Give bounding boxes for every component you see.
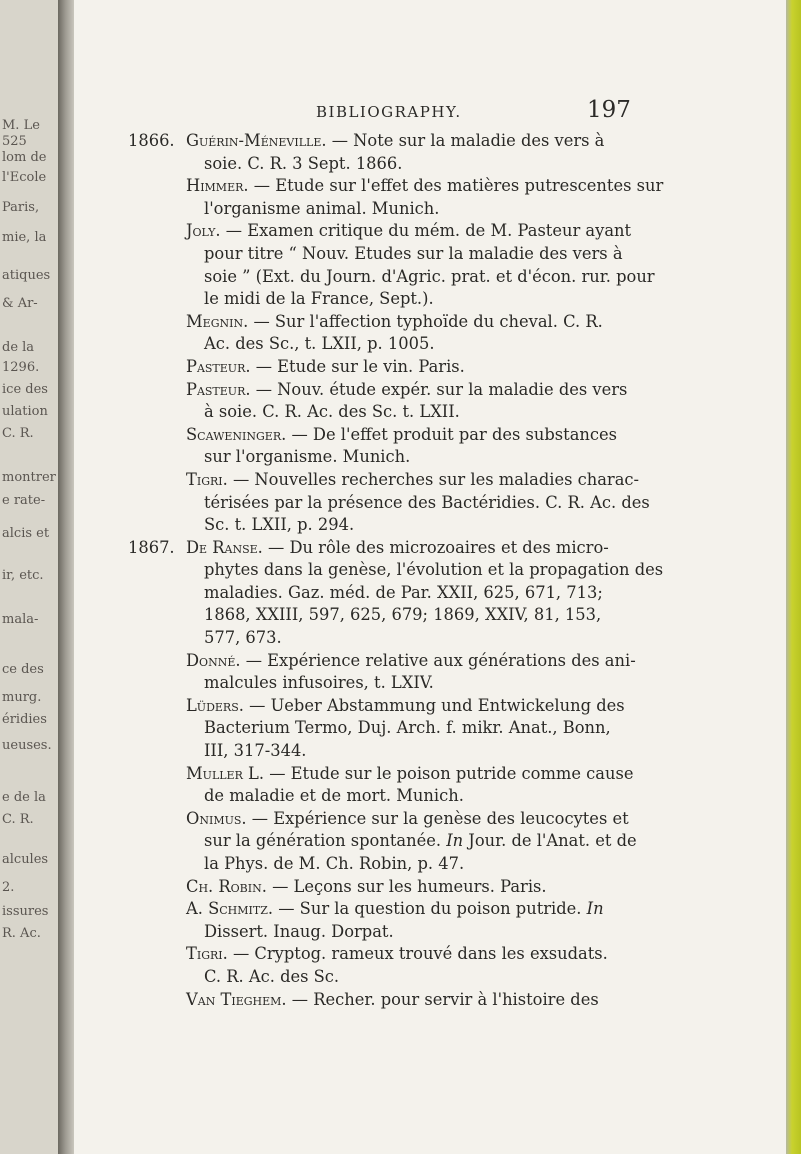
running-title: BIBLIOGRAPHY. bbox=[316, 103, 462, 121]
entry-line bbox=[186, 559, 706, 582]
entry-author: Van Tieghem. bbox=[186, 989, 287, 1009]
facing-page-fragment: & Ar- bbox=[2, 296, 38, 311]
entry-line bbox=[186, 333, 706, 356]
adjacent-page-margin bbox=[0, 0, 60, 1154]
entry-line bbox=[186, 808, 706, 831]
bibliography-entry bbox=[186, 898, 706, 943]
facing-page-fragment: murg. bbox=[2, 690, 42, 705]
bibliography-entry bbox=[186, 469, 706, 537]
entry-author: Pasteur. bbox=[186, 356, 251, 376]
facing-page-fragment: 525 bbox=[2, 134, 27, 149]
facing-page-fragment: atiques bbox=[2, 268, 51, 283]
entry-line bbox=[186, 266, 706, 289]
facing-page-fragment: ulation bbox=[2, 404, 48, 419]
entry-text: Dissert. Inaug. Dorpat. bbox=[204, 921, 394, 941]
entry-text: — Cryptog. rameux trouvé dans les exsudats. bbox=[227, 944, 608, 964]
entry-line bbox=[186, 966, 706, 989]
entry-author: Joly. bbox=[186, 221, 221, 241]
facing-page-fragment: 1296. bbox=[2, 360, 40, 375]
entry-author: Tigri. bbox=[186, 944, 228, 964]
entry-line bbox=[186, 514, 706, 537]
entry-author: Ch. Robin. bbox=[186, 876, 267, 896]
entry-line bbox=[186, 356, 706, 379]
entry-author: Tigri. bbox=[186, 469, 228, 489]
facing-page-fragment: alcules bbox=[2, 852, 49, 867]
facing-page-fragment: 2. bbox=[2, 880, 15, 895]
entry-year: 1867. bbox=[128, 537, 175, 557]
facing-page-fragment: e rate- bbox=[2, 493, 46, 508]
facing-page-fragment: C. R. bbox=[2, 812, 34, 827]
page-number: 197 bbox=[587, 97, 631, 123]
facing-page-fragment: éridies bbox=[2, 712, 47, 727]
entry-text: le midi de la France, Sept.). bbox=[204, 289, 434, 309]
entry-text: la Phys. de M. Ch. Robin, p. 47. bbox=[204, 854, 465, 873]
entry-line bbox=[186, 785, 706, 808]
entry-line bbox=[186, 650, 706, 673]
entry-line bbox=[186, 446, 706, 469]
entry-line bbox=[186, 537, 706, 560]
entry-author: Scaweninger. bbox=[186, 424, 287, 444]
facing-page-fragment: ce des bbox=[2, 662, 44, 677]
facing-page-fragment: de la bbox=[2, 340, 35, 355]
entry-line bbox=[186, 876, 706, 899]
entry-text: — Leçons sur les humeurs. Paris. bbox=[266, 876, 547, 896]
entry-line bbox=[186, 672, 706, 695]
entry-author: Pasteur. bbox=[186, 379, 251, 399]
entry-author: Lüders. bbox=[186, 695, 244, 715]
entry-line bbox=[186, 175, 706, 198]
facing-page-fragment: alcis et bbox=[2, 526, 50, 541]
entry-line bbox=[186, 311, 706, 334]
entry-text: Jour. de l'Anat. et de bbox=[463, 831, 637, 851]
bibliography-entry bbox=[186, 763, 706, 808]
entry-line bbox=[186, 921, 706, 944]
entry-text: — Etude sur l'effet des matières putrescentes sur bbox=[248, 176, 664, 196]
entry-text: — Sur la question du poison putride. bbox=[273, 899, 587, 919]
entry-text: Bacterium Termo, Duj. Arch. f. mikr. Anat., Bonn, bbox=[204, 718, 611, 738]
entry-author: A. Schmitz. bbox=[186, 899, 274, 919]
entry-text: maladies. Gaz. méd. de Par. XXII, 625, 671, 713; bbox=[204, 582, 603, 602]
bibliography-entry bbox=[186, 424, 706, 469]
bibliography-entry bbox=[128, 130, 706, 175]
entry-author: Guérin-Méneville. bbox=[186, 131, 327, 150]
entry-line bbox=[186, 243, 706, 266]
entry-text: — Ueber Abstammung und Entwickelung des bbox=[243, 695, 625, 715]
entry-text: 577, 673. bbox=[204, 628, 282, 648]
bibliography-entry bbox=[186, 876, 706, 899]
page-edge bbox=[786, 0, 801, 1154]
entry-line bbox=[186, 492, 706, 515]
entry-author: Onimus. bbox=[186, 808, 247, 828]
entry-line bbox=[186, 604, 706, 627]
facing-page-fragment: e de la bbox=[2, 790, 46, 805]
bibliography-entry bbox=[186, 379, 706, 424]
entry-line bbox=[186, 198, 706, 221]
entry-text: III, 317-344. bbox=[204, 741, 307, 761]
book-gutter bbox=[58, 0, 74, 1154]
entry-author: Megnin. bbox=[186, 311, 249, 331]
entry-line bbox=[186, 989, 706, 1012]
entry-text: Sc. t. LXII, p. 294. bbox=[204, 515, 355, 535]
entry-text: sur l'organisme. Munich. bbox=[204, 447, 411, 467]
entry-italic: In bbox=[586, 899, 604, 919]
facing-page-fragment: R. Ac. bbox=[2, 926, 41, 941]
bibliography-entry bbox=[186, 650, 706, 695]
entry-text: — Etude sur le poison putride comme cause bbox=[264, 763, 634, 783]
entry-text: — Nouvelles recherches sur les maladies charac- bbox=[227, 469, 640, 489]
bibliography-entry bbox=[186, 220, 706, 310]
entry-year: 1866. bbox=[128, 131, 175, 150]
bibliography-list bbox=[128, 130, 706, 1011]
facing-page-fragment: C. R. bbox=[2, 426, 34, 441]
entry-text: — Expérience relative aux générations des ani- bbox=[240, 650, 636, 670]
entry-text: sur la génération spontanée. bbox=[204, 831, 447, 851]
entry-text: — Recher. pour servir à l'histoire des bbox=[286, 989, 599, 1009]
entry-author: Muller L. bbox=[186, 763, 265, 783]
entry-author: De Ranse. bbox=[186, 537, 263, 557]
entry-line bbox=[186, 130, 706, 153]
entry-text: — Examen critique du mém. de M. Pasteur ayant bbox=[220, 221, 632, 241]
entry-line bbox=[186, 582, 706, 605]
bibliography-entry bbox=[186, 175, 706, 220]
entry-text: — Sur l'affection typhoïde du cheval. C. R. bbox=[248, 311, 603, 331]
entry-text: soie ” (Ext. du Journ. d'Agric. prat. et d'écon. rur. pour bbox=[204, 266, 655, 286]
entry-text: — Expérience sur la genèse des leucocytes et bbox=[246, 808, 629, 828]
entry-line bbox=[186, 220, 706, 243]
entry-line bbox=[186, 288, 706, 311]
entry-line bbox=[186, 424, 706, 447]
entry-author: Himmer. bbox=[186, 176, 249, 196]
entry-text: Ac. des Sc., t. LXII, p. 1005. bbox=[204, 334, 435, 354]
facing-page-fragment: ir, etc. bbox=[2, 568, 44, 583]
entry-line bbox=[186, 943, 706, 966]
facing-page-fragment: montrer bbox=[2, 470, 56, 485]
entry-text: 1868, XXIII, 597, 625, 679; 1869, XXIV, 81, 153, bbox=[204, 605, 602, 625]
facing-page-fragment: issures bbox=[2, 904, 49, 919]
bibliography-entry bbox=[128, 537, 706, 650]
bibliography-entry bbox=[186, 943, 706, 988]
entry-line bbox=[186, 853, 706, 876]
facing-page-fragment: Paris, bbox=[2, 200, 40, 215]
entry-line bbox=[186, 695, 706, 718]
entry-author: Donné. bbox=[186, 650, 241, 670]
entry-line bbox=[186, 469, 706, 492]
entry-text: — Du rôle des microzoaires et des micro- bbox=[262, 537, 609, 557]
facing-page-fragment: mala- bbox=[2, 612, 39, 627]
entry-line bbox=[186, 717, 706, 740]
facing-page-fragment: M. Le bbox=[2, 118, 40, 133]
entry-italic: In bbox=[446, 831, 464, 851]
entry-text: phytes dans la genèse, l'évolution et la propagation des bbox=[204, 560, 664, 580]
entry-line bbox=[186, 153, 706, 176]
bibliography-entry bbox=[186, 695, 706, 763]
facing-page-fragment: ueuses. bbox=[2, 738, 52, 753]
entry-text: — Nouv. étude expér. sur la maladie des vers bbox=[250, 379, 628, 399]
entry-text: soie. C. R. 3 Sept. 1866. bbox=[204, 153, 403, 173]
entry-text: de maladie et de mort. Munich. bbox=[204, 786, 464, 806]
entry-text: — De l'effet produit par des substances bbox=[286, 424, 617, 444]
entry-line bbox=[186, 898, 706, 921]
entry-text: — Etude sur le vin. Paris. bbox=[250, 356, 465, 376]
entry-text: pour titre “ Nouv. Etudes sur la maladie des vers à bbox=[204, 243, 623, 263]
entry-text: à soie. C. R. Ac. des Sc. t. LXII. bbox=[204, 402, 460, 422]
entry-line bbox=[186, 401, 706, 424]
entry-line bbox=[186, 627, 706, 650]
entry-line bbox=[186, 830, 706, 853]
entry-text: l'organisme animal. Munich. bbox=[204, 198, 440, 218]
entry-line bbox=[186, 740, 706, 763]
entry-line bbox=[186, 763, 706, 786]
bibliography-entry bbox=[186, 808, 706, 876]
entry-text: malcules infusoires, t. LXIV. bbox=[204, 673, 434, 693]
bibliography-entry bbox=[186, 356, 706, 379]
entry-text: — Note sur la maladie des vers à bbox=[326, 131, 605, 150]
entry-line bbox=[186, 379, 706, 402]
facing-page-fragment: lom de bbox=[2, 150, 47, 165]
page-header bbox=[235, 97, 635, 127]
bibliography-entry bbox=[186, 989, 706, 1012]
facing-page-fragment: mie, la bbox=[2, 230, 47, 245]
bibliography-entry bbox=[186, 311, 706, 356]
entry-text: térisées par la présence des Bactéridies. C. R. Ac. des bbox=[204, 492, 650, 512]
entry-text: C. R. Ac. des Sc. bbox=[204, 966, 340, 986]
facing-page-fragment: ice des bbox=[2, 382, 48, 397]
facing-page-fragment: l'Ecole bbox=[2, 170, 47, 185]
